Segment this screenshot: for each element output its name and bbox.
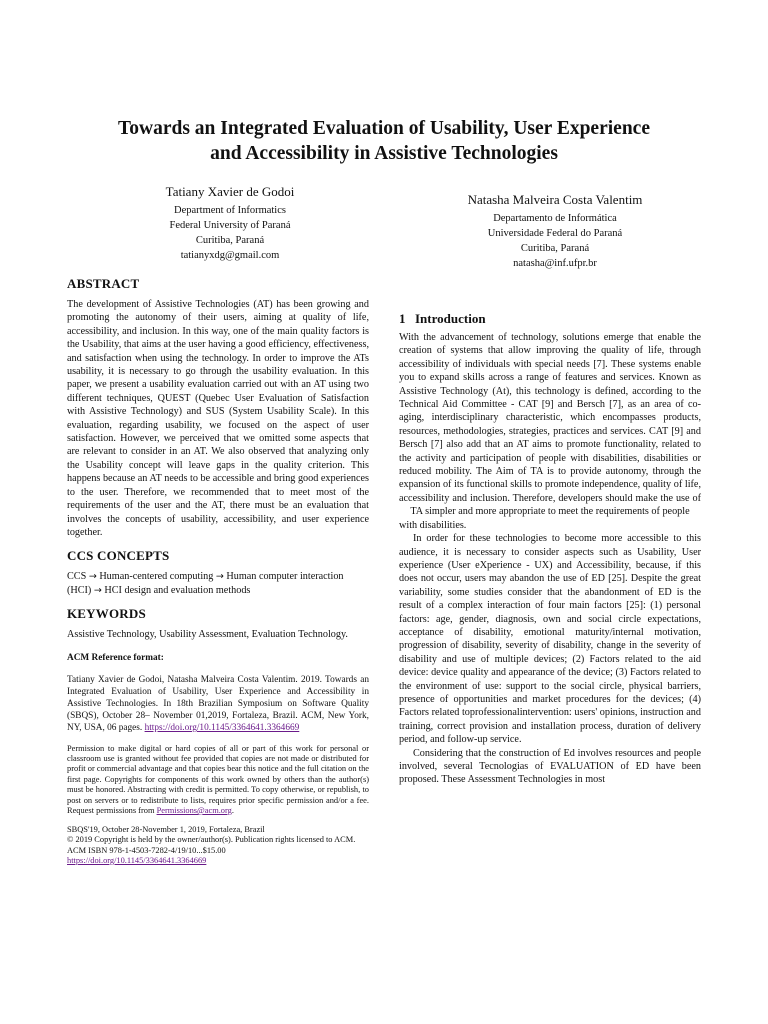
intro-paragraph-2: In order for these technologies to become more accessible to this audience, it is necessary to consider aspects such as Usability, User experience (User eXperience - UX) and Accessibility, because, if this does not occur, users may abandon the use of ED [25]. Despite the great variability, some studies consider that the abandonment of ED is the result of a complex interaction of four main factors [25]: (1) personal factors: age, gender, diagnosis, own and social circle expectations, acceptance of disability, emotional maturity/internal motivation, progression of disability, severity of disability, change in the severity of disability and use of multiple devices; (2) Factors related to the aid device: device quality and appearance of the device; (3) Factors related to the environment of use: support to the social circle, physical barriers, presence of opportunities and market procedures for the devices; (4) Factors related toprofessionalintervention: users' opinions, instruction and training, correct provision and installation process, duration of delivery period, and follow-up service. bbox=[399, 533, 701, 746]
permission-text: Permission to make digital or hard copies of all or part of this work for personal or classroom use is granted without fee provided that copies are not made or distributed for profit or commercial advantage and that copies bear this notice and the full citation on the first page. Copyrights for components of this work owned by others than the author(s) must be honored. Abstracting with credit is permitted. To copy otherwise, or republish, to post on servers or to redistribute to lists, requires prior specific permission and/or a fee. Request permissions from bbox=[67, 743, 369, 815]
intro-paragraph-3: Considering that the construction of Ed involves resources and people involved, several Tecnologias of EVALUATION of ED have been proposed. These Assessment Technologies in most bbox=[399, 747, 701, 786]
ccs-label: CCS bbox=[67, 571, 87, 583]
permissions-email-link[interactable]: Permissions@acm.org bbox=[156, 805, 232, 815]
author-department: Departamento de Informática bbox=[493, 213, 617, 224]
author-university: Universidade Federal do Paraná bbox=[487, 228, 623, 239]
permission-notice bbox=[67, 744, 369, 817]
copyright-block bbox=[67, 825, 369, 867]
section-title: Introduction bbox=[415, 311, 486, 326]
keywords-heading: KEYWORDS bbox=[67, 606, 146, 622]
arrow-icon: → bbox=[88, 571, 97, 583]
acm-reference-body: Tatiany Xavier de Godoi, Natasha Malveira Costa Valentim. 2019. Towards an Integrated Evaluation of Usability, User Experience and Accessibility in Assistive Technologies. In 18th Brazilian Symposium on Software Quality (SBQS), October 28– November 01,2019, Fortaleza, Brazil. ACM, New York, NY, USA, 06 pages. bbox=[67, 675, 369, 734]
author-name: Natasha Malveira Costa Valentim bbox=[467, 192, 643, 207]
copyright-line: © 2019 Copyright is held by the owner/author(s). Publication rights licensed to ACM. bbox=[67, 835, 356, 845]
keywords-text: Assistive Technology, Usability Assessment, Evaluation Technology. bbox=[67, 629, 348, 641]
acm-reference-text bbox=[67, 674, 369, 734]
abstract-text: The development of Assistive Technologies (AT) has been growing and promoting the autonomy of their users, aiming at quality of life, accessibility, and inclusion. In this way, one of the main quality factors is the Usability, that aims at the user having a good efficiency, effectiveness, and satisfaction when using the technology. In order to improve the ATs usability, it is necessary to go through the usability evaluation. In this paper, we present a usability evaluation carried out with an AT using two different techniques, QUEST (Quebec User Evaluation of Satisfaction with Assistive Technology) and SUS (System Usability Scale). In this evaluation, regarding usability, we focused on the aspect of user satisfaction. However, we perceived that we omitted some aspects that are relevant to consider in an AT. We also observed that analyzing only the Usability concept will leave gaps in the quality criterion. This happens because an AT needs to be accessible and bring good experiences to the user. Therefore, we recommended that to meet most of the requirements of the user and the AT, there must be an evaluation that involves the concepts of usability, accessibility, and user experience together. bbox=[67, 299, 369, 538]
isbn-line: ACM ISBN 978-1-4503-7282-4/19/10...$15.00 bbox=[67, 845, 226, 855]
author-city: Curitiba, Paraná bbox=[520, 243, 590, 254]
paper-title-line-2: and Accessibility in Assistive Technologies bbox=[210, 143, 558, 164]
intro-paragraph-1-end: with disabilities. bbox=[399, 519, 467, 531]
doi-link-footer[interactable]: https://doi.org/10.1145/3364641.3364669 bbox=[67, 855, 207, 865]
right-column bbox=[399, 311, 701, 787]
author-block-2 bbox=[420, 191, 690, 271]
ccs-concept: Human-centered computing bbox=[99, 571, 214, 583]
ccs-text bbox=[67, 570, 369, 597]
ccs-heading: CCS CONCEPTS bbox=[67, 548, 170, 564]
paper-title bbox=[40, 116, 728, 166]
author-department: Department of Informatics bbox=[174, 205, 286, 216]
author-university: Federal University of Paraná bbox=[169, 220, 291, 231]
section-number: 1 bbox=[399, 311, 406, 326]
author-email: tatianyxdg@gmail.com bbox=[180, 250, 280, 261]
author-block-1 bbox=[110, 183, 350, 263]
conference-line: SBQS'19, October 28-November 1, 2019, Fortaleza, Brazil bbox=[67, 824, 265, 834]
acm-reference-heading: ACM Reference format: bbox=[67, 652, 164, 663]
introduction-heading bbox=[399, 311, 701, 327]
author-city: Curitiba, Paraná bbox=[195, 235, 265, 246]
left-column bbox=[67, 276, 369, 866]
arrow-icon: → bbox=[93, 584, 102, 596]
doi-link[interactable]: https://doi.org/10.1145/3364641.3364669 bbox=[144, 723, 300, 734]
arrow-icon: → bbox=[215, 571, 224, 583]
paper-title-line-1: Towards an Integrated Evaluation of Usability, User Experience bbox=[118, 118, 650, 139]
intro-paragraph-1: With the advancement of technology, solutions emerge that enable the creation of systems that allow improving the quality of life, through accessibility of individuals with special needs [7]. These systems enable you to expand skills across a range of features and services. Known as Assistive Technology (At), this technology is defined, according to the Technical Aid Committee - CAT [9] and Bersch [7], as an area of co-aging, interdisciplinary characteristic, which encompasses products, resources, methodologies, strategies, practices and services. CAT [9] and Bersch [7] also add that an AT aims to promote functionality, related to the activity and participation of people with disabilities, disabilities or reduced mobility. The Aim of TA is to provide autonomy, through the expansion of its functional skills to promote independence, quality of life, accessibility and inclusion. Therefore, developers should make the use of TA simpler and more appropriate to meet the requirements of people bbox=[399, 332, 701, 518]
author-email: natasha@inf.ufpr.br bbox=[513, 258, 597, 269]
abstract-heading: ABSTRACT bbox=[67, 276, 140, 291]
permission-end: . bbox=[231, 805, 234, 815]
ccs-concept: HCI design and evaluation methods bbox=[104, 584, 251, 596]
ccs-concept: Human computer interaction (HCI) bbox=[67, 571, 344, 596]
author-name: Tatiany Xavier de Godoi bbox=[165, 184, 295, 199]
